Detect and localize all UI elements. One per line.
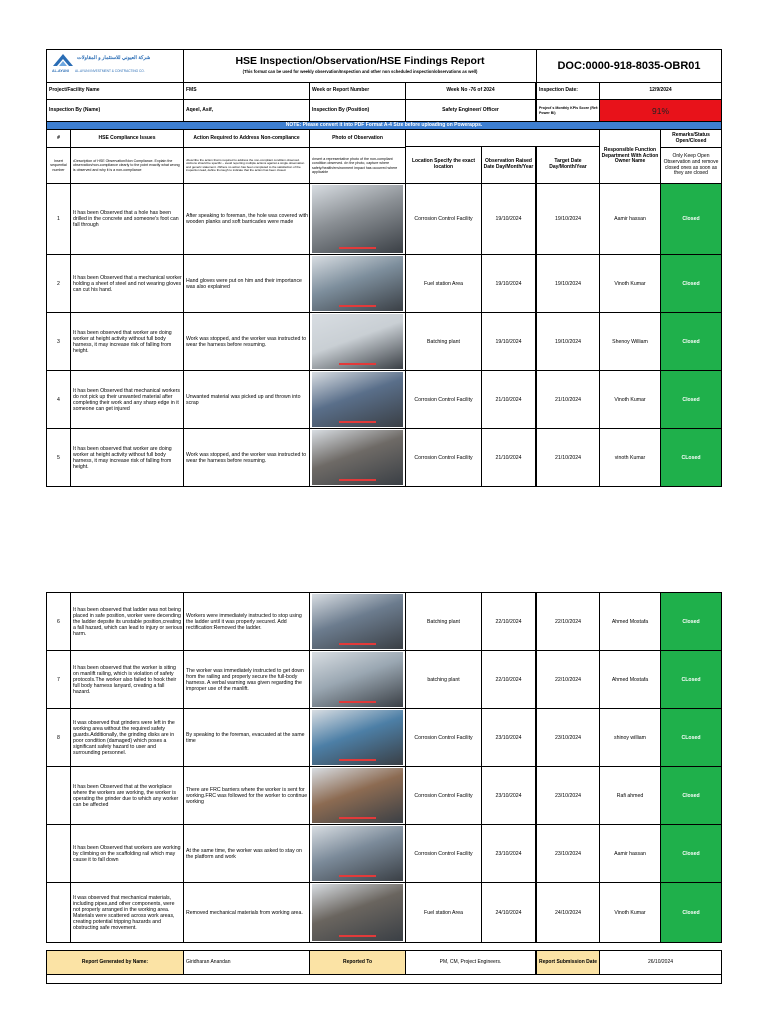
row-location: Corrosion Control Facility	[405, 183, 482, 255]
row-responsible: vinoth Kumar	[599, 428, 661, 487]
row-status: CLosed	[660, 708, 722, 767]
row-raised-date: 19/10/2024	[481, 254, 536, 313]
row-target-date: 24/10/2024	[536, 882, 600, 943]
photo-timestamp-mark	[339, 421, 375, 423]
observation-photo	[312, 594, 403, 649]
row-target-date: 22/10/2024	[536, 592, 600, 651]
generated-by-value: Giridharan Anandan	[183, 950, 310, 975]
row-location: Corrosion Control Facility	[405, 370, 482, 429]
reported-to-label: Reported To	[309, 950, 406, 975]
row-raised-date: 24/10/2024	[481, 882, 536, 943]
row-responsible: Ahmed Mostafa	[599, 592, 661, 651]
photo-timestamp-mark	[339, 817, 375, 819]
row-raised-date: 23/10/2024	[481, 708, 536, 767]
row-status: Closed	[660, 254, 722, 313]
company-short-name: AL-AYUNI	[52, 69, 69, 73]
row-target-date: 22/10/2024	[536, 650, 600, 709]
row-responsible: Vinoth Kumar	[599, 370, 661, 429]
week-label: Week or Report Number	[309, 82, 406, 100]
col-header-raised: Observation Raised Date Day/Month/Year	[481, 146, 536, 184]
row-location: Fuel station Area	[405, 882, 482, 943]
row-target-date: 23/10/2024	[536, 824, 600, 883]
submission-date-value: 26/10/2024	[599, 950, 722, 975]
row-location: Corrosion Control Facility	[405, 824, 482, 883]
row-status: Closed	[660, 766, 722, 825]
project-value: FMS	[183, 82, 310, 100]
col-header-location: Location Specify the exact location	[405, 146, 482, 184]
row-number: 8	[46, 708, 71, 767]
row-photo	[309, 428, 406, 487]
row-number	[46, 882, 71, 943]
row-photo	[309, 824, 406, 883]
row-issue: It has been observed that the worker is siting on manlift railing, which is violation of safety protocols.The worker also failed to hook their full body harness lanyard, creating a fall hazard.	[70, 650, 184, 709]
row-number: 1	[46, 183, 71, 255]
observation-photo	[312, 884, 403, 941]
row-location: batching plant	[405, 650, 482, 709]
row-action: The worker was immediately instructed to get down from the railing and properly secure the full-body harness. A verbal warning was given regarding the improper use of the manlift.	[183, 650, 310, 709]
row-number	[46, 824, 71, 883]
row-action: After speaking to foreman, the hole was covered with wooden planks and soft barricades were made	[183, 183, 310, 255]
inspected-by-label: Inspection By (Name)	[46, 99, 184, 122]
row-issue: It has been Observed that a hole has been drilled in the concrete and someone's foot can fall through	[70, 183, 184, 255]
reported-to-value: PM, CM, Project Engineers.	[405, 950, 536, 975]
row-responsible: Rafi ahmed	[599, 766, 661, 825]
observation-photo	[312, 826, 403, 881]
footer-spacer-row	[46, 974, 722, 984]
row-status: Closed	[660, 370, 722, 429]
row-status: Closed	[660, 183, 722, 255]
row-number: 3	[46, 312, 71, 371]
row-status: Closed	[660, 312, 722, 371]
row-status: CLosed	[660, 650, 722, 709]
observation-photo	[312, 256, 403, 311]
row-photo	[309, 312, 406, 371]
row-location: Batching plant	[405, 592, 482, 651]
generated-by-label: Report Generated by Name:	[46, 950, 184, 975]
instr-photo: •Insert a representative photo of the non-compliant condition observed. •In the photo, capture where safety/health/environment impact has occurred where applicable	[309, 147, 406, 184]
row-raised-date: 22/10/2024	[481, 650, 536, 709]
inspection-date-label: Inspection Date:	[536, 82, 600, 100]
row-action: Hand gloves were put on him and their importance was also explained	[183, 254, 310, 313]
col-header-blank	[405, 129, 600, 147]
row-responsible: Aamir hassan	[599, 183, 661, 255]
row-responsible: Aamir hassan	[599, 824, 661, 883]
row-status: Closed	[660, 882, 722, 943]
row-target-date: 21/10/2024	[536, 370, 600, 429]
position-value: Safety Engineer/ Officer	[405, 99, 536, 122]
row-photo	[309, 882, 406, 943]
photo-timestamp-mark	[339, 643, 375, 645]
photo-timestamp-mark	[339, 935, 375, 937]
instr-issue: •Description of HSE Observation/Non Compliance. Explain the observation/non-compliance clearly to the point exactly what wrong is observed and why it is a non-compliance	[70, 147, 184, 184]
project-label: Project/Facility Name	[46, 82, 184, 100]
col-header-photo: Photo of Observation	[309, 129, 406, 148]
company-name-arabic: شركة العيوني للاستثمار و المقاولات	[77, 55, 151, 61]
row-action: Work was stopped, and the worker was instructed to wear the harness before resuming.	[183, 312, 310, 371]
photo-timestamp-mark	[339, 701, 375, 703]
photo-timestamp-mark	[339, 247, 375, 249]
row-issue: It has been Observed that mechanical workers do not pick up their unwanted material after completing their work and any sharp edge in it someone can get injured	[70, 370, 184, 429]
row-target-date: 19/10/2024	[536, 254, 600, 313]
observation-photo	[312, 314, 403, 369]
photo-timestamp-mark	[339, 363, 375, 365]
observation-photo	[312, 185, 403, 253]
row-location: Fuel station Area	[405, 254, 482, 313]
row-target-date: 19/10/2024	[536, 312, 600, 371]
row-photo	[309, 370, 406, 429]
row-location: Batching plant	[405, 312, 482, 371]
row-action: Workers were immediately instructed to stop using the ladder until it was properly secured. Add rectification:Removed the ladder.	[183, 592, 310, 651]
row-responsible: Ahmed Mostafa	[599, 650, 661, 709]
report-title: HSE Inspection/Observation/HSE Findings Report	[235, 55, 485, 67]
row-issue: It was observed that mechanical materials, including pipes,and other components, were not properly arranged in the working area. Materials were scattered across work areas, creating potential tripping hazards and obstructing safe movement.	[70, 882, 184, 943]
row-action: Work was stopped, and the worker was instructed to wear the harness before resuming.	[183, 428, 310, 487]
row-responsible: shinoy william	[599, 708, 661, 767]
report-subtitle: (This format can be used for weekly observation/Inspection and other non scheduled inspection/observations as well)	[242, 69, 478, 74]
observation-photo	[312, 768, 403, 823]
kpi-label: Project`s Monthly KPIs Score (Ref: Power BI)	[536, 99, 600, 122]
logo-cell	[46, 49, 184, 83]
row-action: Unwanted material was picked up and thrown into scrap	[183, 370, 310, 429]
row-target-date: 19/10/2024	[536, 183, 600, 255]
row-location: Corrosion Control Facility	[405, 708, 482, 767]
row-issue: It has been Observed that a mechanical worker holding a sheet of steel and not wearing gloves can cut his hand.	[70, 254, 184, 313]
row-target-date: 23/10/2024	[536, 708, 600, 767]
col-header-num: #	[46, 129, 71, 148]
row-responsible: Vinoth Kumar	[599, 882, 661, 943]
row-issue: It has been Observed that at the workplace where the workers are working, the worker is operating the grinder due to which any worker can be affected	[70, 766, 184, 825]
row-photo	[309, 183, 406, 255]
company-name-english: AL-AYUNI INVESTMENT & CONTRACTING CO.	[75, 69, 145, 73]
row-raised-date: 23/10/2024	[481, 766, 536, 825]
row-target-date: 23/10/2024	[536, 766, 600, 825]
row-issue: It has been observed that worker are doing worker at height activity without full body harness, it may increase risk of falling from height.	[70, 312, 184, 371]
row-photo	[309, 254, 406, 313]
row-photo	[309, 766, 406, 825]
row-photo	[309, 650, 406, 709]
row-number: 6	[46, 592, 71, 651]
row-photo	[309, 708, 406, 767]
row-status: Closed	[660, 824, 722, 883]
row-raised-date: 23/10/2024	[481, 824, 536, 883]
row-issue: It was observed that grinders were left in the working area without the required safety guards.Additionally, the grinding disks are in poor condition (damaged) which poses a significant safety hazard to user and surrounding personnel.	[70, 708, 184, 767]
observation-photo	[312, 710, 403, 765]
observation-photo	[312, 652, 403, 707]
row-status: Closed	[660, 592, 722, 651]
row-action: At the same time, the worker was asked to stay on the platform and work	[183, 824, 310, 883]
row-action: Removed mechanical materials from working area.	[183, 882, 310, 943]
observation-photo	[312, 372, 403, 427]
col-header-responsible: Responsible Function Department With Action Owner Name	[599, 129, 661, 184]
kpi-value: 91%	[599, 99, 722, 122]
instr-action: •Describe the action that is required to address the non-compliant condition observed. •Actions should be specific – avoid reporting multiple actions against a single observation and generic statement. •Where no action has been completed to the satisfaction of the inspection lead, define thorough to indicate that the action has been closed.	[183, 147, 310, 184]
week-value: Week No -76 of 2024	[405, 82, 536, 100]
inspected-by-value: Aqeel, Asif,	[183, 99, 310, 122]
col-header-status: Remarks/Status Open/Closed	[660, 129, 722, 148]
row-issue: It has been observed that worker are doing worker at height activity without full body harness, it may increase risk of falling from height.	[70, 428, 184, 487]
inspection-date-value: 12/9/2024	[599, 82, 722, 100]
row-raised-date: 22/10/2024	[481, 592, 536, 651]
row-location: Corrosion Control Facility	[405, 766, 482, 825]
company-logo-icon	[53, 54, 73, 68]
instr-num: Insert sequential number	[46, 147, 71, 184]
col-header-target: Target Date Day/Month/Year	[536, 146, 600, 184]
row-action: There are FRC barriers where the worker is sent for working.FRC was followed for the worker to continue working	[183, 766, 310, 825]
row-issue: It has been observed that ladder was not being placed in safe position, worker were decending the ladder depsite its unstable position,creating a fall hazard, which can lead to injury or serious harm.	[70, 592, 184, 651]
instr-status: Only Keep Open Observation and remove closed ones as soon as they are closed	[660, 147, 722, 184]
row-raised-date: 19/10/2024	[481, 183, 536, 255]
row-target-date: 21/10/2024	[536, 428, 600, 487]
report-title-cell	[183, 49, 537, 83]
row-raised-date: 19/10/2024	[481, 312, 536, 371]
row-responsible: Vinoth Kumar	[599, 254, 661, 313]
row-status: CLosed	[660, 428, 722, 487]
row-action: By speaking to the foreman, evacuated at the same time	[183, 708, 310, 767]
row-number: 4	[46, 370, 71, 429]
position-label: Inspection By (Position)	[309, 99, 406, 122]
row-photo	[309, 592, 406, 651]
pdf-note-banner: NOTE: Please convert it into PDF Format A-4 Size before uploading on Powerapps.	[46, 121, 722, 130]
submission-date-label: Report Submission Date	[536, 950, 600, 975]
col-header-issue: HSE Compliance Issues	[70, 129, 184, 148]
row-responsible: Shenoy William	[599, 312, 661, 371]
row-raised-date: 21/10/2024	[481, 428, 536, 487]
photo-timestamp-mark	[339, 479, 375, 481]
row-raised-date: 21/10/2024	[481, 370, 536, 429]
photo-timestamp-mark	[339, 305, 375, 307]
row-number: 7	[46, 650, 71, 709]
observation-photo	[312, 430, 403, 485]
doc-number: DOC:0000-918-8035-OBR01	[536, 49, 722, 83]
row-issue: It has been Observed that workers are working by climbing on the scaffolding rail which may cause it to fall down	[70, 824, 184, 883]
row-number: 5	[46, 428, 71, 487]
row-location: Corrosion Control Facility	[405, 428, 482, 487]
row-number: 2	[46, 254, 71, 313]
photo-timestamp-mark	[339, 759, 375, 761]
row-number	[46, 766, 71, 825]
col-header-action: Action Required to Address Non-compliance	[183, 129, 310, 148]
photo-timestamp-mark	[339, 875, 375, 877]
